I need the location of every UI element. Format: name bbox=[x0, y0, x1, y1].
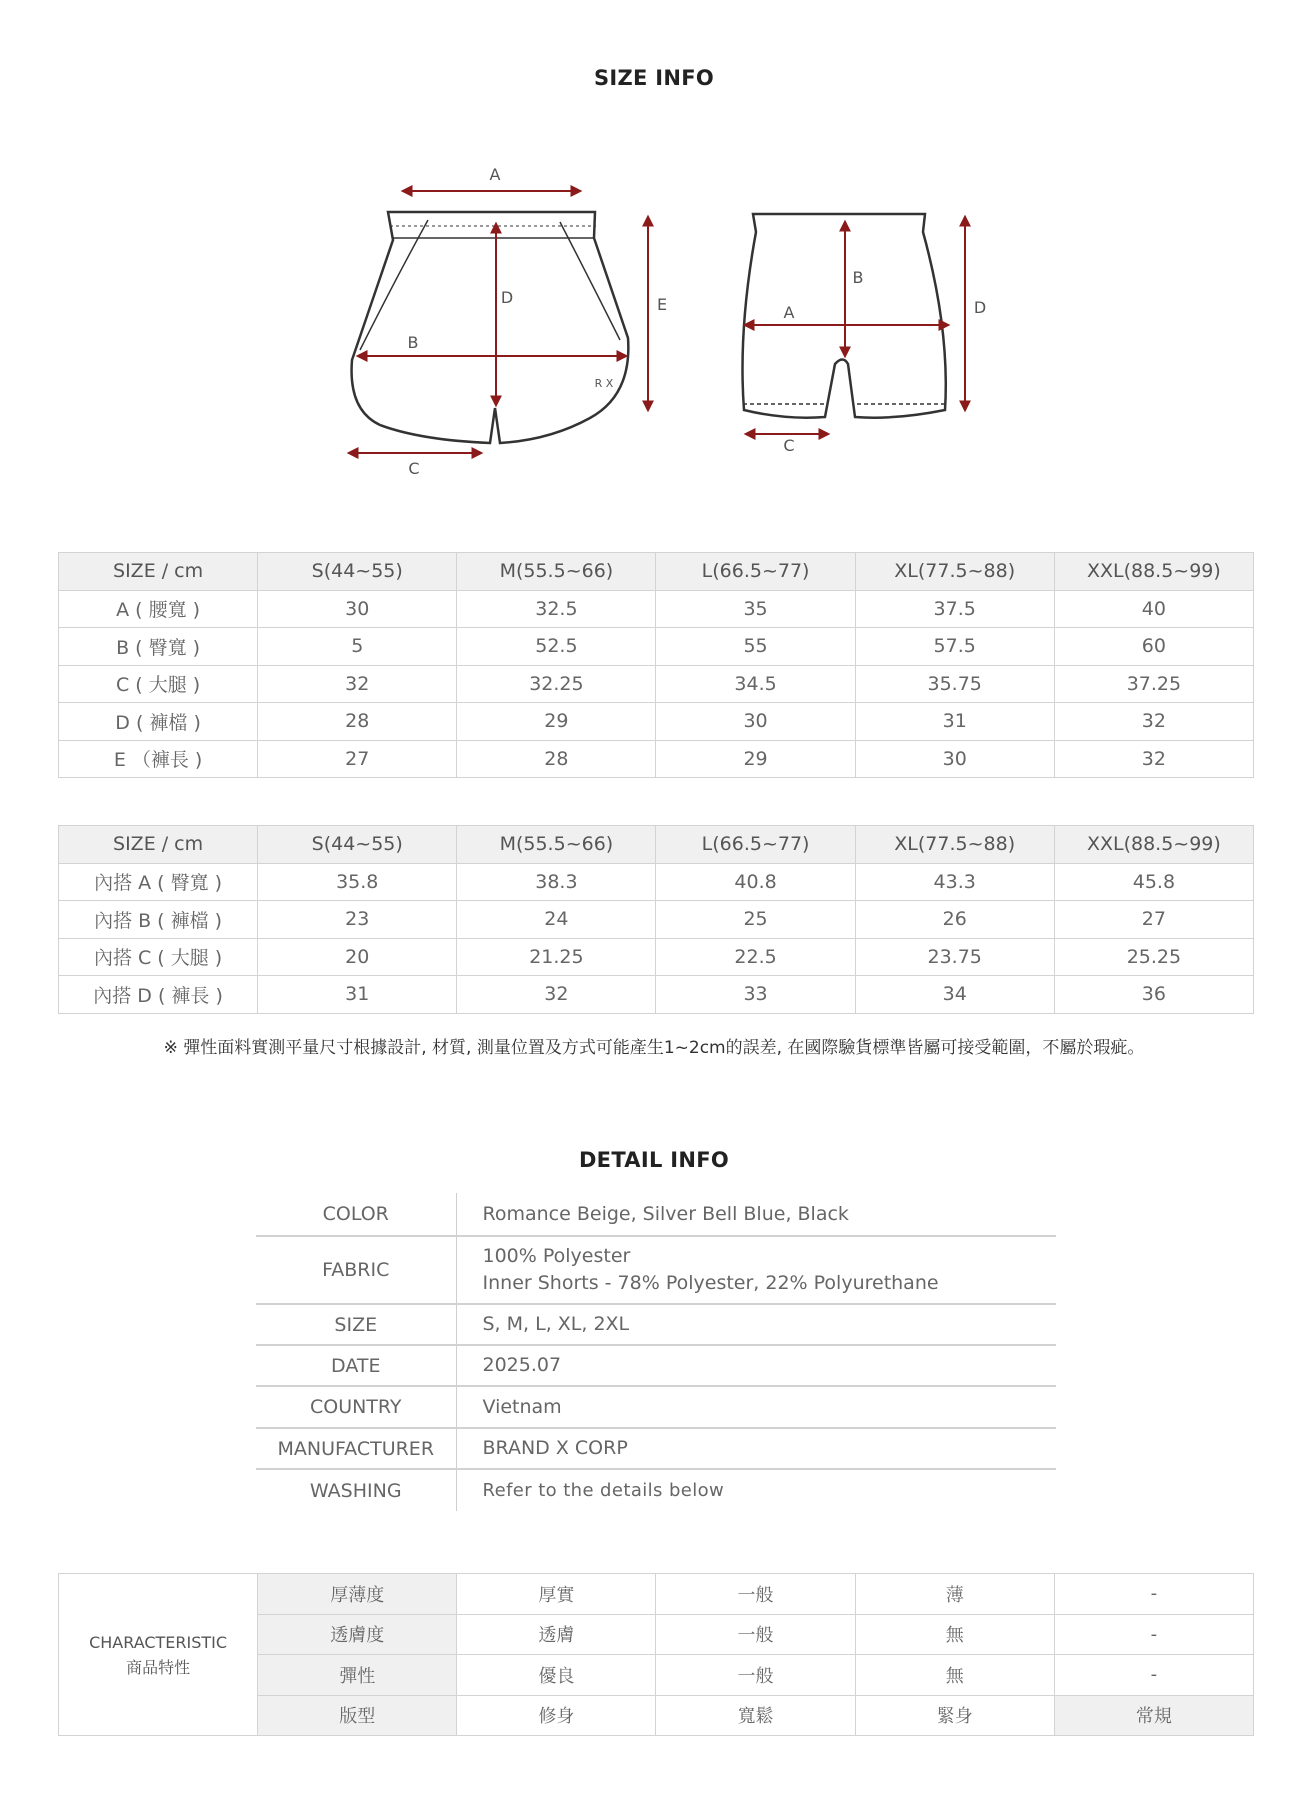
header-cell: S(44~55) bbox=[258, 826, 457, 864]
detail-value: Vietnam bbox=[456, 1386, 1056, 1428]
inner-diagram-label-c: C bbox=[783, 436, 795, 455]
table-row bbox=[59, 901, 1254, 939]
header-cell: M(55.5~66) bbox=[457, 553, 656, 591]
table-row bbox=[59, 740, 1254, 778]
table-cell: 37.25 bbox=[1054, 665, 1253, 703]
table-cell: 29 bbox=[656, 740, 855, 778]
characteristic-option: 優良 bbox=[457, 1655, 656, 1696]
table-cell: 52.5 bbox=[457, 628, 656, 666]
table-cell: 43.3 bbox=[855, 863, 1054, 901]
detail-value: BRAND X CORP bbox=[456, 1428, 1056, 1469]
table-cell: 21.25 bbox=[457, 938, 656, 976]
table-cell: 32.5 bbox=[457, 590, 656, 628]
detail-info-title: DETAIL INFO bbox=[578, 1148, 730, 1172]
characteristic-option: - bbox=[1054, 1614, 1253, 1655]
header-cell: S(44~55) bbox=[258, 553, 457, 591]
table-cell: 23 bbox=[258, 901, 457, 939]
table-cell: 34 bbox=[855, 976, 1054, 1014]
header-cell: XXL(88.5~99) bbox=[1054, 553, 1253, 591]
detail-key: COLOR bbox=[256, 1193, 456, 1236]
detail-row bbox=[256, 1386, 1056, 1428]
table-cell: 26 bbox=[855, 901, 1054, 939]
header-cell: L(66.5~77) bbox=[656, 826, 855, 864]
row-label: C ( 大腿 ) bbox=[59, 665, 258, 703]
size-table-inner bbox=[58, 825, 1254, 1014]
detail-value: S, M, L, XL, 2XL bbox=[456, 1304, 1056, 1345]
table-cell: 32 bbox=[258, 665, 457, 703]
row-label: 內搭 A ( 臀寬 ) bbox=[59, 863, 258, 901]
table-cell: 32 bbox=[457, 976, 656, 1014]
characteristic-option: - bbox=[1054, 1574, 1253, 1615]
table-cell: 31 bbox=[258, 976, 457, 1014]
row-label: E （褲長 ) bbox=[59, 740, 258, 778]
detail-value: Refer to the details below bbox=[482, 1480, 725, 1501]
characteristic-option: 厚實 bbox=[457, 1574, 656, 1615]
detail-row bbox=[256, 1236, 1056, 1304]
table-row bbox=[59, 863, 1254, 901]
table-cell: 60 bbox=[1054, 628, 1253, 666]
detail-row bbox=[256, 1428, 1056, 1469]
characteristic-option: 一般 bbox=[656, 1614, 855, 1655]
characteristic-title bbox=[59, 1574, 258, 1736]
table-cell: 32.25 bbox=[457, 665, 656, 703]
characteristic-option: 無 bbox=[855, 1655, 1054, 1696]
table-cell: 34.5 bbox=[656, 665, 855, 703]
table-cell: 20 bbox=[258, 938, 457, 976]
table-cell: 27 bbox=[258, 740, 457, 778]
characteristic-table bbox=[58, 1573, 1254, 1736]
table-cell: 25 bbox=[656, 901, 855, 939]
size-info-title: SIZE INFO bbox=[593, 66, 715, 90]
table-header-row bbox=[59, 553, 1254, 591]
detail-key: DATE bbox=[256, 1345, 456, 1386]
characteristic-option: 修身 bbox=[457, 1695, 656, 1736]
characteristic-label: 厚薄度 bbox=[258, 1574, 457, 1615]
header-cell: M(55.5~66) bbox=[457, 826, 656, 864]
characteristic-title-zh: 商品特性 bbox=[126, 1657, 191, 1677]
header-cell: L(66.5~77) bbox=[656, 553, 855, 591]
table-row bbox=[59, 703, 1254, 741]
table-cell: 35 bbox=[656, 590, 855, 628]
table-cell: 35.75 bbox=[855, 665, 1054, 703]
table-cell: 30 bbox=[855, 740, 1054, 778]
row-label: D ( 褲檔 ) bbox=[59, 703, 258, 741]
table-cell: 35.8 bbox=[258, 863, 457, 901]
diagram-label-b: B bbox=[407, 333, 419, 352]
table-cell: 30 bbox=[656, 703, 855, 741]
table-cell: 27 bbox=[1054, 901, 1253, 939]
characteristic-option: 常規 bbox=[1054, 1695, 1253, 1736]
row-label: 內搭 D ( 褲長 ) bbox=[59, 976, 258, 1014]
table-cell: 28 bbox=[258, 703, 457, 741]
table-cell: 25.25 bbox=[1054, 938, 1253, 976]
diagram-label-c: C bbox=[408, 459, 420, 478]
table-row bbox=[59, 938, 1254, 976]
inner-diagram-label-b: B bbox=[852, 268, 864, 287]
table-cell: 32 bbox=[1054, 740, 1253, 778]
table-cell: 31 bbox=[855, 703, 1054, 741]
characteristic-option: 一般 bbox=[656, 1574, 855, 1615]
diagram-label-e: E bbox=[656, 295, 668, 314]
table-cell: 45.8 bbox=[1054, 863, 1253, 901]
detail-value: Romance Beige, Silver Bell Blue, Black bbox=[456, 1193, 1056, 1236]
characteristic-row bbox=[59, 1574, 1254, 1615]
header-cell: XXL(88.5~99) bbox=[1054, 826, 1253, 864]
table-row bbox=[59, 590, 1254, 628]
shorts-measurement-diagram bbox=[0, 0, 1308, 500]
table-cell: 29 bbox=[457, 703, 656, 741]
detail-info-table bbox=[256, 1193, 1056, 1511]
detail-key: FABRIC bbox=[256, 1236, 456, 1304]
characteristic-label: 版型 bbox=[258, 1695, 457, 1736]
table-row bbox=[59, 976, 1254, 1014]
table-cell: 22.5 bbox=[656, 938, 855, 976]
inner-diagram-label-d: D bbox=[973, 298, 987, 317]
characteristic-label: 透膚度 bbox=[258, 1614, 457, 1655]
table-row bbox=[59, 628, 1254, 666]
table-cell: 32 bbox=[1054, 703, 1253, 741]
header-cell: SIZE / cm bbox=[59, 553, 258, 591]
detail-row bbox=[256, 1469, 1056, 1511]
characteristic-option: 緊身 bbox=[855, 1695, 1054, 1736]
table-cell: 30 bbox=[258, 590, 457, 628]
characteristic-option: 薄 bbox=[855, 1574, 1054, 1615]
table-cell: 57.5 bbox=[855, 628, 1054, 666]
outer-shorts-drawing bbox=[352, 212, 629, 443]
table-cell: 55 bbox=[656, 628, 855, 666]
characteristic-title-en: CHARACTERISTIC bbox=[89, 1632, 228, 1652]
detail-key: WASHING bbox=[256, 1469, 456, 1511]
characteristic-option: 無 bbox=[855, 1614, 1054, 1655]
detail-key: SIZE bbox=[256, 1304, 456, 1345]
table-cell: 40.8 bbox=[656, 863, 855, 901]
table-cell: 24 bbox=[457, 901, 656, 939]
characteristic-option: 透膚 bbox=[457, 1614, 656, 1655]
characteristic-option: - bbox=[1054, 1655, 1253, 1696]
table-cell: 36 bbox=[1054, 976, 1253, 1014]
table-cell: 40 bbox=[1054, 590, 1253, 628]
diagram-label-d: D bbox=[500, 288, 514, 307]
table-row bbox=[59, 665, 1254, 703]
detail-value: 100% Polyester Inner Shorts - 78% Polyester, 22% Polyurethane bbox=[456, 1236, 1056, 1304]
characteristic-option: 一般 bbox=[656, 1655, 855, 1696]
table-cell: 38.3 bbox=[457, 863, 656, 901]
row-label: 內搭 B ( 褲檔 ) bbox=[59, 901, 258, 939]
diagram-label-a: A bbox=[489, 165, 501, 184]
characteristic-option: 寬鬆 bbox=[656, 1695, 855, 1736]
detail-value: 2025.07 bbox=[456, 1345, 1056, 1386]
detail-row bbox=[256, 1345, 1056, 1386]
table-cell: 37.5 bbox=[855, 590, 1054, 628]
measurement-note: ※ 彈性面料實測平量尺寸根據設計, 材質, 測量位置及方式可能產生1~2cm的誤差, 在國際驗貨標準皆屬可接受範圍，不屬於瑕疵。 bbox=[163, 1038, 1145, 1058]
table-cell: 33 bbox=[656, 976, 855, 1014]
inner-diagram-label-a: A bbox=[783, 303, 795, 322]
row-label: B ( 臀寬 ) bbox=[59, 628, 258, 666]
row-label: A ( 腰寬 ) bbox=[59, 590, 258, 628]
size-table-outer bbox=[58, 552, 1254, 778]
characteristic-label: 彈性 bbox=[258, 1655, 457, 1696]
header-cell: XL(77.5~88) bbox=[855, 826, 1054, 864]
brand-mark: R X bbox=[594, 377, 614, 390]
table-header-row bbox=[59, 826, 1254, 864]
detail-row bbox=[256, 1304, 1056, 1345]
detail-row bbox=[256, 1193, 1056, 1236]
table-cell: 5 bbox=[258, 628, 457, 666]
detail-key: COUNTRY bbox=[256, 1386, 456, 1428]
table-cell: 23.75 bbox=[855, 938, 1054, 976]
row-label: 內搭 C ( 大腿 ) bbox=[59, 938, 258, 976]
header-cell: XL(77.5~88) bbox=[855, 553, 1054, 591]
table-cell: 28 bbox=[457, 740, 656, 778]
header-cell: SIZE / cm bbox=[59, 826, 258, 864]
detail-key: MANUFACTURER bbox=[256, 1428, 456, 1469]
